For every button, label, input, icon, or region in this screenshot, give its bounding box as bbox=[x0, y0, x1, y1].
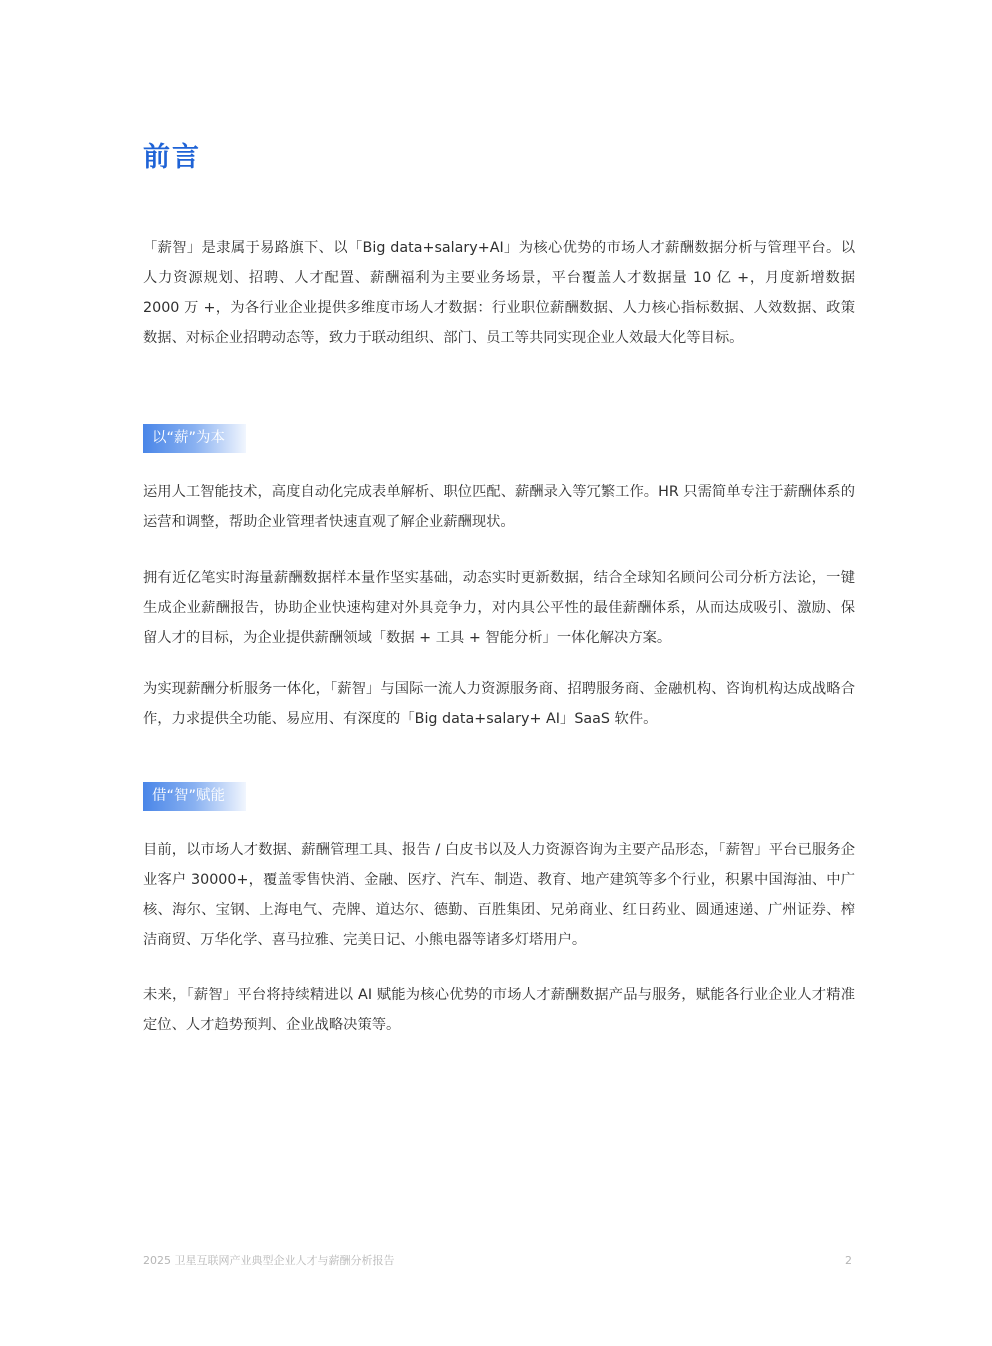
section-intelligence-paragraph-1-block bbox=[143, 835, 855, 955]
page-number: 2 bbox=[845, 1254, 852, 1267]
intro-block bbox=[143, 233, 855, 353]
section-salary-paragraph-3: 为实现薪酬分析服务一体化，「薪智」与国际一流人力资源服务商、招聘服务商、金融机构、咨询机构达成战略合作，力求提供全功能、易应用、有深度的「Big data+salary+ AI」SaaS 软件。 bbox=[143, 681, 855, 727]
section-intelligence-paragraph-2-block bbox=[143, 980, 855, 1040]
intro-paragraph: 「薪智」是隶属于易路旗下、以「Big data+salary+AI」为核心优势的市场人才薪酬数据分析与管理平台。以人力资源规划、招聘、人才配置、薪酬福利为主要业务场景，平台覆盖人才数据量 10 亿 +，月度新增数据 2000 万 +，为各行业企业提供多维度市场人才数据：行业职位薪酬数据、人力核心指标数据、人效数据、政策数据、对标企业招聘动态等，致力于联动组织、部门、员工等共同实现企业人效最大化等目标。 bbox=[143, 240, 855, 346]
section-salary-paragraph-1: 运用人工智能技术，高度自动化完成表单解析、职位匹配、薪酬录入等冗繁工作。HR 只需简单专注于薪酬体系的运营和调整，帮助企业管理者快速直观了解企业薪酬现状。 bbox=[143, 484, 855, 530]
section-salary-paragraph-2: 拥有近亿笔实时海量薪酬数据样本量作坚实基础，动态实时更新数据，结合全球知名顾问公司分析方法论，一键生成企业薪酬报告，协助企业快速构建对外具竞争力，对内具公平性的最佳薪酬体系，从而达成吸引、激励、保留人才的目标，为企业提供薪酬领域「数据 + 工具 + 智能分析」一体化解决方案。 bbox=[143, 570, 855, 646]
footer-report-name: 2025 卫星互联网产业典型企业人才与薪酬分析报告 bbox=[143, 1254, 395, 1267]
page-title: 前言 bbox=[143, 142, 201, 173]
section-salary-paragraph-2-block bbox=[143, 563, 855, 653]
section-tag-salary: 以“薪”为本 bbox=[143, 424, 246, 453]
section-intelligence-paragraph-1: 目前，以市场人才数据、薪酬管理工具、报告 / 白皮书以及人力资源咨询为主要产品形态，「薪智」平台已服务企业客户 30000+，覆盖零售快消、金融、医疗、汽车、制造、教育、地产建筑等多个行业，积累中国海油、中广核、海尔、宝钢、上海电气、壳牌、道达尔、德勤、百胜集团、兄弟商业、红日药业、圆通速递、广州证券、榨洁商贸、万华化学、喜马拉雅、完美日记、小熊电器等诸多灯塔用户。 bbox=[143, 842, 855, 948]
section-salary-paragraph-1-block bbox=[143, 477, 855, 537]
section-tag-intelligence: 借“智”赋能 bbox=[143, 782, 246, 811]
section-salary-paragraph-3-block bbox=[143, 674, 855, 734]
section-intelligence-paragraph-2: 未来，「薪智」平台将持续精进以 AI 赋能为核心优势的市场人才薪酬数据产品与服务，赋能各行业企业人才精准定位、人才趋势预判、企业战略决策等。 bbox=[143, 987, 855, 1033]
